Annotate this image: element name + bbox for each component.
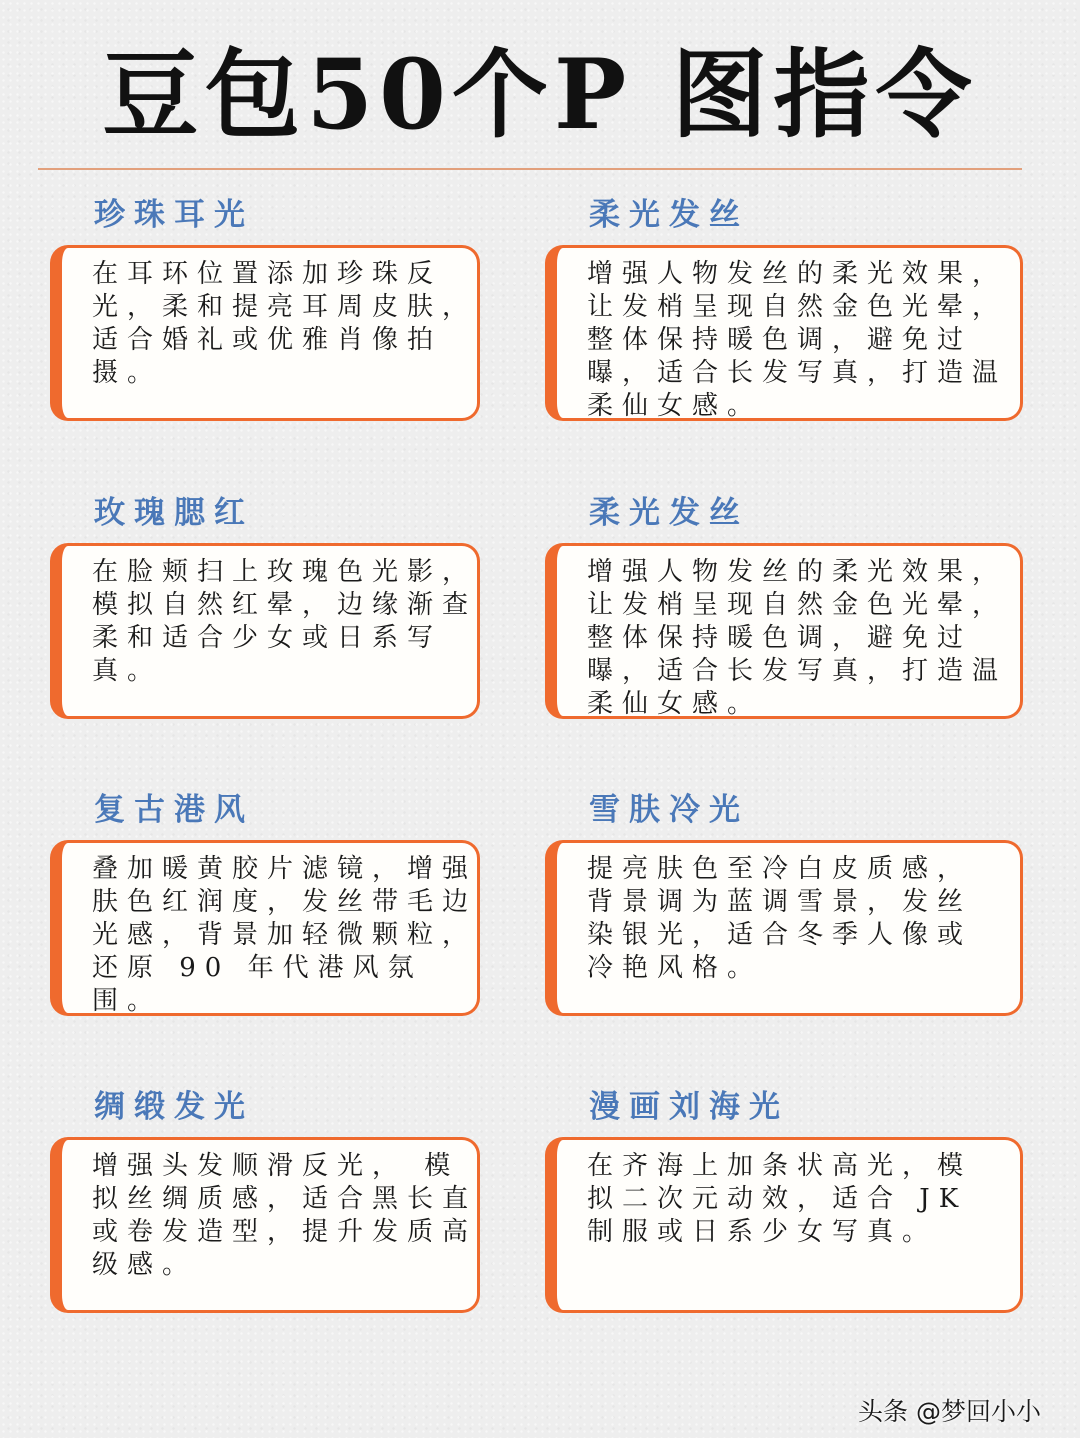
card-text: 提亮肤色至冷白皮质感，背景调为蓝调雪景，发丝染银光，适合冬季人像或冷艳风格。 <box>587 854 973 983</box>
watermark: 头条 @梦回小小 <box>858 1397 1041 1426</box>
card-title: 珍珠耳光 <box>94 197 254 233</box>
card-text: 增强人物发丝的柔光效果，让发梢呈现自然金色光晕，整体保持暖色调，避免过曝，适合长发写真，打造温柔仙女感。 <box>587 259 1008 421</box>
card-title: 复古港风 <box>94 792 254 828</box>
card-text: 在脸颊扫上玫瑰色光影，模拟自然红晕，边缘渐查柔和适合少女或日系写真。 <box>92 557 478 686</box>
card-text: 增强人物发丝的柔光效果，让发梢呈现自然金色光晕，整体保持暖色调，避免过曝，适合长发写真，打造温柔仙女感。 <box>587 557 1008 719</box>
card-text: 增强头发顺滑反光， 模拟丝绸质感，适合黑长直或卷发造型，提升发质高级感。 <box>92 1151 478 1280</box>
card-box <box>545 543 1023 719</box>
card-box <box>545 840 1023 1016</box>
card-box <box>545 1137 1023 1313</box>
card-text: 在耳环位置添加珍珠反光，柔和提亮耳周皮肤，适合婚礼或优雅肖像拍摄。 <box>92 259 478 388</box>
card-box <box>50 840 480 1016</box>
card-title: 绸缎发光 <box>94 1089 254 1125</box>
card-box <box>545 245 1023 421</box>
card-text: 在齐海上加条状高光，模拟二次元动效，适合 JK 制服或日系少女写真。 <box>587 1151 973 1247</box>
card-text: 叠加暖黄胶片滤镜，增强肤色红润度，发丝带毛边光感，背景加轻微颗粒，还原 90 年代港风氛围。 <box>92 854 478 1016</box>
card-title: 柔光发丝 <box>589 197 749 233</box>
card-title: 柔光发丝 <box>589 495 749 531</box>
card-box <box>50 245 480 421</box>
card-title: 雪肤冷光 <box>589 792 749 828</box>
card-title: 漫画刘海光 <box>589 1089 789 1125</box>
title-divider <box>38 168 1022 170</box>
card-box <box>50 1137 480 1313</box>
page-title: 豆包50个P 图指令 <box>102 38 978 151</box>
card-box <box>50 543 480 719</box>
card-title: 玫瑰腮红 <box>94 495 254 531</box>
